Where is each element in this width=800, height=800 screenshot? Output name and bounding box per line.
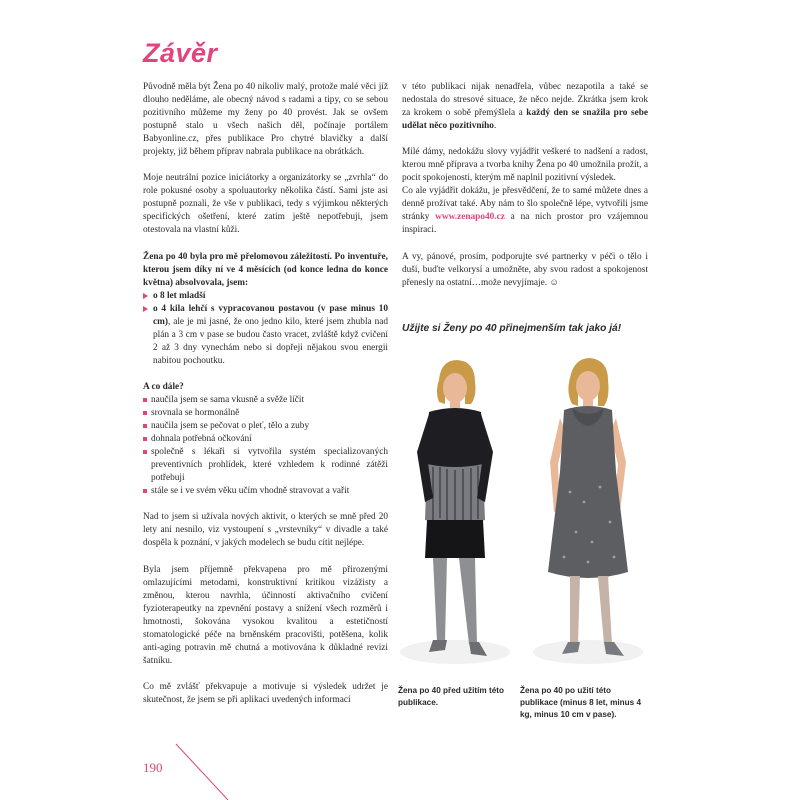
website-text-end: a na nich prostor pro vzájemnou inspiraci. xyxy=(402,212,648,236)
result-item xyxy=(143,290,388,303)
next-list xyxy=(143,394,388,498)
slogan: Užijte si Ženy po 40 přinejmenším tak jako já! xyxy=(402,323,622,334)
turning-point-paragraph: Žena po 40 byla pro mě přelomovou záležitostí. Po inventuře, kterou jsem díky ní ve 4 měsících (od konce ledna do konce května) absolvovala, jsem: xyxy=(143,251,388,288)
left-column xyxy=(143,81,388,720)
page-number: 190 xyxy=(143,760,163,775)
continuation-end: . xyxy=(493,121,497,132)
before-caption: Žena po 40 před užitím této publikace. xyxy=(398,686,504,708)
next-item: dohnala potřebná očkování xyxy=(143,433,388,446)
activities-paragraph: Nad to jsem si užívala nových aktivit, o kterých se mně před 20 lety ani nesnilo, viz vystoupení s „vrstevníky“ v divadle a také dospěla k poznání, v jakých modelech se budu cítit nejlépe. xyxy=(143,512,388,549)
woman-before-figure xyxy=(385,352,525,677)
next-item: naučila jsem se pečovat o pleť, tělo a zuby xyxy=(143,420,388,433)
after-caption: Žena po 40 po užití této publikace (minus 8 let, minus 4 kg, minus 10 cm v pase). xyxy=(520,686,642,720)
website-paragraph xyxy=(402,185,648,237)
results-list xyxy=(143,290,388,368)
intro-paragraph: Původně měla být Žena po 40 nikoliv malý, protože malé věci jíž dlouho neděláme, ale obecný návod s radami a tipy, co se sebou pozitivního můžeme my ženy po 40 provést. Jak se ovšem postupně stalo u všech našich děl, počínaje portálem Babyonline.cz, přes publikace Pro chytré blavičky a další projekty, již během příprav nabrala publikace na obrátkách. xyxy=(143,82,388,158)
page-title: Závěr xyxy=(143,38,218,68)
next-heading: A co dále? xyxy=(143,381,184,392)
next-item: společně s lékaři si vytvořila systém specializovaných preventivních prohlídek, které vzhledem k rodinné zátěži potřebuji xyxy=(143,446,388,485)
continuation-paragraph xyxy=(402,81,648,133)
continuation-text: v této publikaci nijak nenadřela, vůbec nezapotila a také se nedostala do stresové situace, že něco nejde. Zkrátka jsem krok za krokem o sobě přemýšlela a xyxy=(402,82,648,119)
before-photo xyxy=(385,352,525,677)
surprise-paragraph: Byla jsem příjemně překvapena pro mě přirozenými omlazujícími metodami, konstruktivní kritikou vizážisty a změnou, kterou navrhla, účinností aktivačního cvičení fyzioterapeutky na zpevnění postavy a snížení všech rozměrů i hmotnosti, šokována vysokou kvalitou a estetičností stomatologické péče na brněnském pracovišti, potěšena, kolik anti-aging potravin mě chutná a motivována k důkladné revizi šatníku. xyxy=(143,564,388,666)
result-item-text: , ale je mi jasné, že ono jedno kilo, které jsem zhubla nad plán a 3 cm v pase se budou často vracet, zvláště když cvičení 2 až 3 dny vynechám nebo si dopřeji nějakou svou energii nabitou pochoutku. xyxy=(153,316,388,366)
website-text: Co ale vyjádřit dokážu, je přesvědčení, že to samé můžete dnes a denně prožívat také. Aby nám to šlo společně lépe, vytvořili jsme stránky xyxy=(402,186,648,223)
role-paragraph: Moje neutrální pozice iniciátorky a organizátorky se „zvrhla“ do role pokusné osoby a spoluautorky několika částí. Sami jste asi postupně poznali, že vše v publikaci, tedy s výjimkou některých specifických ošetření, které zatím ještě nepotřebuji, jsem otestovala na vlastní kůži. xyxy=(143,173,388,236)
motivation-paragraph: Co mě zvlášť překvapuje a motivuje si výsledek udržet je skutečnost, že jsem se při aplikaci uvedených informací xyxy=(143,681,388,705)
continuation-bold: každý den se snažila pro sebe udělat něco pozitivního xyxy=(402,108,648,132)
next-item: srovnala se hormonálně xyxy=(143,407,388,420)
result-item-bold: o 4 kila lehčí s vypracovanou postavou (v pase minus 10 cm) xyxy=(153,303,388,327)
after-photo xyxy=(520,352,660,677)
result-item-bold: o 8 let mladší xyxy=(153,290,206,301)
gentlemen-paragraph: A vy, pánové, prosím, podporujte své partnerky v péči o tělo i duši, buďte velkorysí a umožněte, aby svou radost a spokojenost přenesly na ostatní…može nevyjímaje. ☺ xyxy=(402,251,648,288)
result-item xyxy=(143,303,388,368)
ladies-paragraph: Milé dámy, nedokážu slovy vyjádřit veškeré to nadšení a radost, kterou mně příprava a tvorba knihy Žena po 40 umožnila prožít, a pocit spokojenosti, kterým mě naplnil pozitivní výsledek. xyxy=(402,147,648,184)
next-item: naučila jsem se sama vkusně a svěže líčit xyxy=(143,394,388,407)
website-link[interactable]: www.zenapo40.cz xyxy=(435,212,505,223)
next-item: stále se i ve svém věku učím vhodně stravovat a vařit xyxy=(143,485,388,498)
woman-after-figure xyxy=(520,352,660,677)
right-column xyxy=(402,81,648,303)
